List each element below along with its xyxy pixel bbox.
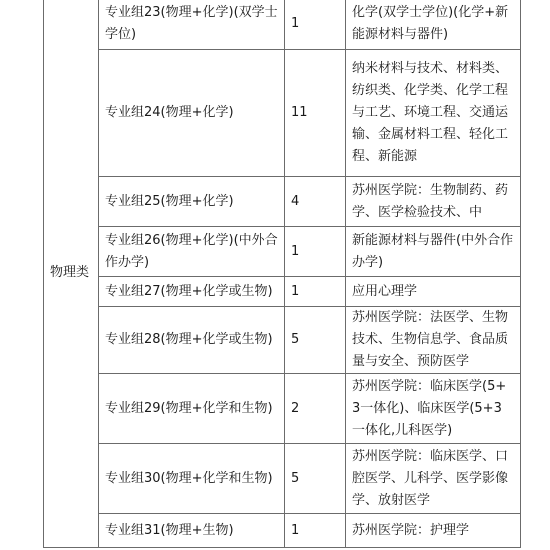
table-row [44, 374, 521, 444]
plan-count: 4 [291, 193, 300, 209]
majors-cell [346, 0, 521, 50]
group-name: 专业组29(物理+化学和生物) [105, 400, 273, 416]
table-row [44, 514, 521, 548]
group-name: 专业组31(物理+生物) [105, 522, 234, 538]
major-list: 苏州医学院：法医学、生物技术、生物信息学、食品质量与安全、预防医学 [352, 310, 509, 369]
major-list: 苏州医学院：临床医学、口腔医学、儿科学、医学影像学、放射医学 [352, 448, 509, 508]
count-cell [285, 177, 346, 227]
major-list: 新能源材料与器件(中外合作办学) [352, 232, 514, 270]
group-cell [99, 514, 285, 548]
major-list: 苏州医学院：临床医学(5+3一体化)、临床医学(5+3一体化,儿科医学) [352, 378, 507, 438]
major-list: 苏州医学院：护理学 [352, 522, 470, 538]
plan-count: 1 [291, 283, 300, 299]
plan-count: 5 [291, 332, 300, 347]
table-row [44, 444, 521, 514]
table-row [44, 277, 521, 307]
majors-cell [346, 307, 521, 374]
table-row [44, 50, 521, 177]
majors-cell [346, 444, 521, 514]
majors-cell [346, 277, 521, 307]
count-cell [285, 514, 346, 548]
plan-count: 1 [291, 15, 300, 31]
group-name: 专业组26(物理+化学)(中外合作办学) [105, 232, 278, 270]
group-name: 专业组23(物理+化学)(双学士学位) [105, 4, 278, 42]
group-name: 专业组30(物理+化学和生物) [105, 470, 273, 486]
group-cell [99, 177, 285, 227]
group-name: 专业组24(物理+化学) [105, 105, 234, 120]
majors-cell [346, 177, 521, 227]
group-name: 专业组28(物理+化学或生物) [105, 332, 273, 347]
count-cell [285, 0, 346, 50]
group-name: 专业组27(物理+化学或生物) [105, 283, 273, 299]
category-cell [44, 0, 99, 548]
count-cell [285, 444, 346, 514]
table-row [44, 227, 521, 277]
count-cell [285, 227, 346, 277]
major-list: 应用心理学 [352, 283, 418, 299]
category-label: 物理类 [50, 264, 90, 280]
table-row [44, 0, 521, 50]
table-row [44, 307, 521, 374]
plan-count: 1 [291, 243, 300, 259]
group-name: 专业组25(物理+化学) [105, 193, 234, 209]
count-cell [285, 374, 346, 444]
majors-cell [346, 514, 521, 548]
majors-cell [346, 227, 521, 277]
major-list: 苏州医学院：生物制药、药学、医学检验技术、中 [352, 182, 509, 220]
group-cell [99, 444, 285, 514]
plan-count: 11 [291, 105, 308, 120]
group-cell [99, 374, 285, 444]
group-cell [99, 277, 285, 307]
count-cell [285, 277, 346, 307]
majors-cell [346, 50, 521, 177]
majors-cell [346, 374, 521, 444]
group-cell [99, 227, 285, 277]
count-cell [285, 307, 346, 374]
group-cell [99, 307, 285, 374]
major-group-table [43, 0, 521, 548]
major-list: 纳米材料与技术、材料类、纺织类、化学类、化学工程与工艺、环境工程、交通运输、金属材料工程、轻化工程、新能源 [352, 61, 509, 164]
plan-count: 2 [291, 400, 300, 416]
group-cell [99, 0, 285, 50]
count-cell [285, 50, 346, 177]
table-row [44, 177, 521, 227]
plan-count: 5 [291, 470, 300, 486]
plan-count: 1 [291, 522, 300, 538]
major-list: 化学(双学士学位)(化学+新能源材料与器件) [352, 4, 509, 42]
group-cell [99, 50, 285, 177]
